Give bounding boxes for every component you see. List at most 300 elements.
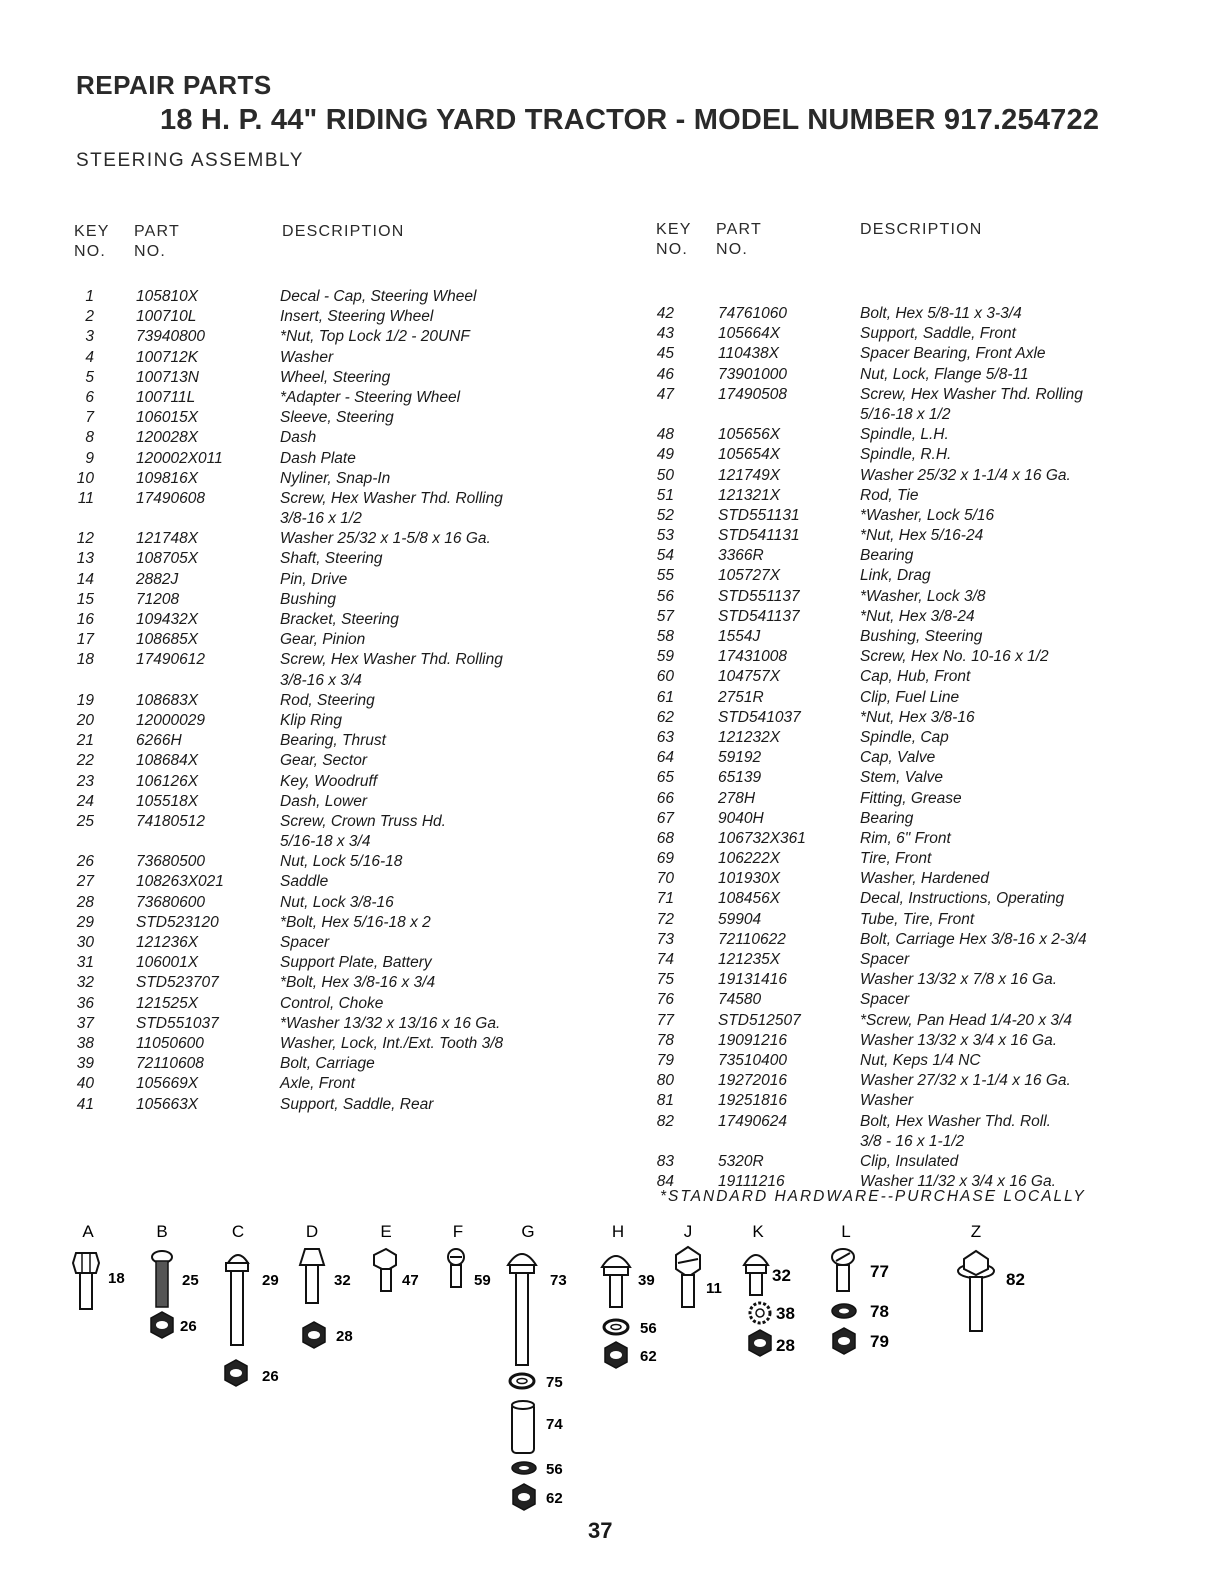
- part-number: 121748X: [136, 530, 199, 548]
- parts-table-row: [60, 328, 600, 348]
- part-number: 5320R: [718, 1152, 764, 1170]
- part-number: STD523120: [136, 913, 219, 931]
- screw-47-icon: [374, 1249, 419, 1291]
- parts-table-row: [640, 1113, 1160, 1133]
- bolt-32b-icon: [744, 1255, 791, 1295]
- part-number: 100710L: [136, 308, 197, 326]
- parts-table-row: [640, 467, 1160, 487]
- key-number: 25: [76, 812, 94, 830]
- part-description: Insert, Steering Wheel: [280, 308, 434, 326]
- part-description: Washer: [860, 1092, 914, 1110]
- part-description: Spindle, L.H.: [860, 426, 949, 444]
- group-label-z: Z: [970, 1222, 982, 1241]
- part-description: Screw, Hex Washer Thd. Rolling: [280, 651, 503, 669]
- part-number: 19111216: [718, 1173, 785, 1191]
- part-description: Klip Ring: [280, 711, 343, 729]
- group-label-g: G: [521, 1222, 535, 1241]
- part-description: Washer, Lock, Int./Ext. Tooth 3/8: [280, 1034, 504, 1052]
- part-number: 73940800: [136, 328, 205, 346]
- part-number: 17490624: [718, 1112, 787, 1130]
- parts-table-row: [60, 793, 600, 813]
- part-description: Nut, Lock 3/8-16: [280, 893, 394, 911]
- screw-11-icon: [676, 1247, 722, 1307]
- svg-text:32: 32: [334, 1272, 351, 1289]
- parts-table-row: [640, 729, 1160, 749]
- part-number: 105727X: [718, 567, 781, 585]
- key-number: 41: [76, 1095, 94, 1113]
- part-description: Rod, Steering: [280, 691, 375, 709]
- part-description: Spindle, R.H.: [860, 446, 952, 464]
- part-description: Screw, Hex Washer Thd. Rolling: [860, 385, 1083, 403]
- part-number: 105810X: [136, 288, 199, 305]
- parts-table-row: [640, 426, 1160, 446]
- key-number: 73: [656, 930, 674, 948]
- part-number: 11050600: [136, 1034, 204, 1052]
- key-number: 12: [76, 530, 94, 548]
- parts-table-row: [640, 527, 1160, 547]
- part-description: Nut, Lock, Flange 5/8-11: [860, 365, 1029, 383]
- parts-table-row: [60, 773, 600, 793]
- part-number: 108685X: [136, 631, 199, 649]
- parts-table-row: [60, 752, 600, 772]
- key-number: 53: [656, 527, 674, 545]
- page-heading: REPAIR PARTS: [76, 70, 272, 100]
- part-description: Dash: [280, 429, 317, 447]
- part-number: 72110608: [136, 1055, 204, 1073]
- parts-table-row: [60, 853, 600, 873]
- part-number: 121235X: [718, 951, 781, 968]
- svg-text:18: 18: [108, 1270, 125, 1287]
- part-number: 73680500: [136, 853, 205, 871]
- part-description: Saddle: [280, 873, 329, 891]
- bolt-29-icon: [226, 1255, 279, 1345]
- part-description: Washer: [280, 348, 334, 366]
- part-description: Tire, Front: [860, 850, 932, 868]
- part-description: Link, Drag: [860, 567, 931, 585]
- nut-62-icon: [513, 1484, 563, 1510]
- part-description: Screw, Crown Truss Hd.: [280, 812, 446, 830]
- part-number: STD512507: [718, 1011, 801, 1029]
- parts-table-row: [60, 1075, 600, 1095]
- key-number: 50: [656, 466, 674, 484]
- parts-table-row: [640, 487, 1160, 507]
- key-number: 10: [76, 469, 94, 487]
- part-number: 110438X: [718, 345, 779, 363]
- key-number: 14: [76, 570, 94, 588]
- part-description: Dash Plate: [280, 449, 356, 467]
- parts-table-row: [640, 810, 1160, 830]
- key-number: 56: [656, 587, 674, 605]
- parts-table-row: [60, 1096, 600, 1116]
- parts-table-row: [640, 749, 1160, 769]
- part-description: *Nut, Hex 3/8-24: [860, 607, 975, 625]
- svg-text:11: 11: [706, 1280, 722, 1297]
- part-number: 105664X: [718, 325, 781, 343]
- parts-table-row: [640, 790, 1160, 810]
- part-description: Bushing: [280, 590, 337, 608]
- key-number: 69: [656, 850, 674, 868]
- part-description: *Screw, Pan Head 1/4-20 x 3/4: [860, 1011, 1072, 1029]
- parts-table-row: [640, 567, 1160, 587]
- part-number: STD551137: [718, 587, 800, 605]
- right-key-header: KEY NO.: [656, 221, 692, 258]
- parts-table-row: [60, 470, 600, 490]
- key-number: 67: [656, 809, 674, 827]
- left-key-header: KEY NO.: [74, 223, 110, 260]
- part-number: 108456X: [718, 890, 781, 908]
- part-number: 2882J: [136, 570, 179, 588]
- carriage-bolt-39-icon: [602, 1256, 655, 1307]
- parts-table-row: [640, 830, 1160, 850]
- parts-table-row: [60, 914, 600, 934]
- svg-text:75: 75: [546, 1374, 563, 1391]
- key-number: 64: [656, 749, 674, 767]
- parts-table-row: [60, 995, 600, 1015]
- part-number: 72110622: [718, 930, 786, 948]
- part-number: 105654X: [718, 446, 781, 464]
- figure-group-letters: [82, 1222, 981, 1241]
- part-number: 17490612: [136, 651, 205, 669]
- part-description: Bracket, Steering: [280, 611, 399, 628]
- bolt-32-icon: [300, 1249, 351, 1303]
- parts-table-row: [60, 429, 600, 449]
- parts-table-row: [60, 490, 600, 510]
- part-number: 278H: [718, 789, 756, 807]
- part-number: 106732X361: [718, 829, 806, 847]
- key-number: 62: [656, 708, 674, 726]
- part-number: 74180512: [136, 812, 205, 830]
- parts-table-row: [640, 446, 1160, 466]
- parts-table-row: [640, 709, 1160, 729]
- key-number: 79: [656, 1051, 674, 1069]
- part-description: 5/16-18 x 1/2: [860, 405, 951, 423]
- part-description: 3/8-16 x 1/2: [280, 510, 362, 528]
- parts-table-row: [640, 628, 1160, 648]
- part-number: 100712K: [136, 348, 199, 366]
- part-number: 59192: [718, 749, 762, 767]
- key-number: 48: [656, 426, 674, 444]
- part-number: 105518X: [136, 792, 199, 810]
- parts-table-row: [640, 1092, 1160, 1112]
- part-number: 3366R: [718, 547, 764, 565]
- part-description: Spacer: [860, 951, 910, 968]
- key-number: 58: [656, 628, 674, 645]
- section-title: STEERING ASSEMBLY: [76, 150, 304, 171]
- parts-table-row: [60, 591, 600, 611]
- part-number: 74761060: [718, 305, 787, 322]
- part-description: Washer 25/32 x 1-1/4 x 16 Ga.: [860, 466, 1071, 484]
- key-number: 7: [85, 409, 94, 427]
- part-description: Nut, Lock 5/16-18: [280, 853, 403, 871]
- part-description: Key, Woodruff: [280, 772, 378, 790]
- hardware-illustration: [0, 1215, 1224, 1515]
- part-description: Screw, Hex Washer Thd. Rolling: [280, 489, 503, 507]
- nut-26-icon: [151, 1312, 197, 1338]
- svg-text:79: 79: [870, 1332, 889, 1351]
- key-number: 47: [656, 385, 674, 403]
- part-description: Bushing, Steering: [860, 628, 983, 645]
- part-description: Bolt, Hex 5/8-11 x 3-3/4: [860, 305, 1022, 322]
- key-number: 8: [85, 429, 94, 447]
- part-number: 109816X: [136, 469, 199, 487]
- part-number: 108684X: [136, 752, 199, 770]
- parts-table-row: [640, 769, 1160, 789]
- part-number: 121236X: [136, 934, 199, 951]
- parts-table-row: [640, 951, 1160, 971]
- key-number: 9: [85, 449, 94, 467]
- parts-table-row: [60, 974, 600, 994]
- part-description: Washer 27/32 x 1-1/4 x 16 Ga.: [860, 1072, 1071, 1090]
- svg-text:62: 62: [546, 1490, 563, 1507]
- part-description: Gear, Sector: [280, 752, 368, 770]
- part-number: 106126X: [136, 772, 199, 790]
- key-number: 54: [656, 547, 674, 565]
- part-number: 105669X: [136, 1075, 199, 1093]
- key-number: 68: [656, 829, 674, 847]
- part-description: *Nut, Hex 5/16-24: [860, 527, 984, 545]
- part-description: Decal - Cap, Steering Wheel: [280, 288, 477, 305]
- part-description: Tube, Tire, Front: [860, 910, 975, 928]
- part-number: STD541131: [718, 527, 800, 545]
- svg-text:73: 73: [550, 1272, 567, 1289]
- parts-table-row: [640, 547, 1160, 567]
- part-description: Bearing, Thrust: [280, 732, 386, 750]
- nut-28b-icon: [749, 1330, 795, 1356]
- key-number: 2: [85, 308, 94, 326]
- parts-table-row: [60, 954, 600, 974]
- part-description: Pin, Drive: [280, 570, 348, 588]
- key-number: 59: [656, 648, 674, 666]
- part-number: 19251816: [718, 1092, 787, 1110]
- group-label-d: D: [305, 1222, 319, 1241]
- parts-table-row: [60, 692, 600, 712]
- bolt-82-icon: [958, 1251, 1025, 1331]
- part-description: Bolt, Carriage: [280, 1055, 375, 1073]
- parts-table-row: [640, 366, 1160, 386]
- svg-text:47: 47: [402, 1272, 419, 1289]
- key-number: 65: [656, 769, 674, 787]
- part-number: 101930X: [718, 870, 781, 888]
- key-number: 70: [656, 870, 674, 888]
- group-label-k: K: [752, 1222, 764, 1241]
- svg-text:26: 26: [262, 1368, 279, 1385]
- parts-table-row: [60, 349, 600, 369]
- key-number: 60: [656, 668, 674, 686]
- key-number: 6: [85, 388, 94, 406]
- key-number: 30: [76, 934, 94, 951]
- key-number: 15: [76, 590, 94, 608]
- part-description: *Nut, Top Lock 1/2 - 20UNF: [280, 328, 470, 346]
- group-label-j: J: [683, 1222, 693, 1241]
- washer-56-icon: [512, 1461, 563, 1478]
- part-number: 73901000: [718, 365, 787, 383]
- parts-table-row: [60, 672, 600, 692]
- key-number: 21: [76, 732, 94, 750]
- part-number: 108263X021: [136, 873, 224, 891]
- parts-table-row: [640, 911, 1160, 931]
- part-description: Axle, Front: [280, 1075, 355, 1093]
- part-description: *Nut, Hex 3/8-16: [860, 708, 975, 726]
- washer-56b-icon: [604, 1320, 657, 1337]
- part-description: Cap, Hub, Front: [860, 668, 971, 686]
- parts-table-row: [60, 1035, 600, 1055]
- part-number: 105663X: [136, 1095, 199, 1113]
- part-number: 17490508: [718, 385, 787, 403]
- group-label-a: A: [82, 1222, 94, 1241]
- part-number: 12000029: [136, 711, 205, 729]
- parts-table-row: [640, 1052, 1160, 1072]
- left-part-header: PART NO.: [134, 223, 180, 260]
- key-number: 29: [76, 913, 94, 931]
- key-number: 38: [76, 1034, 94, 1052]
- parts-table-row: [60, 288, 600, 308]
- part-number: 108683X: [136, 691, 199, 709]
- key-number: 5: [85, 368, 94, 386]
- key-number: 27: [76, 873, 94, 891]
- parts-table-row: [640, 971, 1160, 991]
- part-number: 19272016: [718, 1072, 787, 1090]
- parts-table-row: [640, 850, 1160, 870]
- key-number: 52: [656, 506, 674, 524]
- standard-hardware-note: *STANDARD HARDWARE--PURCHASE LOCALLY: [660, 1188, 1086, 1205]
- part-number: STD541037: [718, 708, 801, 726]
- part-description: Bolt, Hex Washer Thd. Roll.: [860, 1112, 1051, 1130]
- parts-table-row: [60, 530, 600, 550]
- parts-table-row: [640, 305, 1160, 325]
- part-description: Control, Choke: [280, 994, 384, 1012]
- part-description: Cap, Valve: [860, 749, 936, 767]
- parts-table-row: [640, 1133, 1160, 1153]
- key-number: 66: [656, 789, 674, 807]
- part-description: *Washer, Lock 3/8: [860, 587, 986, 605]
- parts-table-row: [60, 833, 600, 853]
- key-number: 84: [656, 1173, 674, 1191]
- svg-text:29: 29: [262, 1272, 279, 1289]
- key-number: 63: [656, 728, 674, 746]
- group-label-e: E: [380, 1222, 392, 1241]
- key-number: 31: [76, 954, 94, 972]
- group-label-h: H: [611, 1222, 625, 1241]
- parts-table-row: [60, 813, 600, 833]
- part-description: 3/8-16 x 3/4: [280, 671, 362, 689]
- parts-table-row: [60, 732, 600, 752]
- part-number: 121321X: [718, 486, 781, 504]
- nut-26b-icon: [225, 1360, 279, 1386]
- part-description: Decal, Instructions, Operating: [860, 890, 1065, 908]
- svg-text:56: 56: [546, 1461, 563, 1478]
- svg-text:38: 38: [776, 1304, 795, 1323]
- key-number: 61: [656, 688, 674, 706]
- part-description: Washer 11/32 x 3/4 x 16 Ga.: [860, 1173, 1056, 1191]
- key-number: 20: [76, 711, 94, 729]
- part-description: *Bolt, Hex 5/16-18 x 2: [280, 913, 431, 931]
- key-number: 28: [76, 893, 94, 911]
- part-description: Washer 13/32 x 7/8 x 16 Ga.: [860, 971, 1058, 989]
- parts-table-row: [60, 308, 600, 328]
- part-number: 109432X: [136, 611, 199, 628]
- page-number: 37: [588, 1518, 613, 1543]
- key-number: 80: [656, 1072, 674, 1090]
- part-description: *Bolt, Hex 3/8-16 x 3/4: [280, 974, 436, 992]
- svg-text:56: 56: [640, 1320, 657, 1337]
- key-number: 16: [76, 611, 94, 628]
- part-number: 1554J: [718, 628, 761, 645]
- part-description: 3/8 - 16 x 1-1/2: [860, 1132, 965, 1150]
- right-part-header: PART NO.: [716, 221, 762, 258]
- part-description: Sleeve, Steering: [280, 409, 394, 427]
- part-number: 73680600: [136, 893, 205, 911]
- group-label-l: L: [841, 1222, 851, 1241]
- part-description: Washer 25/32 x 1-5/8 x 16 Ga.: [280, 530, 491, 548]
- part-number: 74580: [718, 991, 762, 1009]
- parts-table-row: [60, 409, 600, 429]
- key-number: 18: [76, 651, 94, 669]
- parts-table-row: [640, 890, 1160, 910]
- part-number: 106222X: [718, 850, 781, 868]
- parts-table-row: [60, 631, 600, 651]
- part-number: 2751R: [718, 688, 764, 706]
- svg-text:39: 39: [638, 1272, 655, 1289]
- svg-text:32: 32: [772, 1266, 791, 1285]
- part-description: Screw, Hex No. 10-16 x 1/2: [860, 648, 1049, 666]
- model-title: 18 H. P. 44" RIDING YARD TRACTOR - MODEL NUMBER 917.254722: [160, 104, 1100, 136]
- part-number: 106001X: [136, 954, 199, 972]
- svg-text:59: 59: [474, 1272, 491, 1289]
- svg-text:74: 74: [546, 1416, 563, 1433]
- right-desc-header: DESCRIPTION: [860, 221, 983, 238]
- part-number: 65139: [718, 769, 762, 787]
- svg-text:28: 28: [776, 1336, 795, 1355]
- part-description: Spindle, Cap: [860, 728, 949, 746]
- parts-table-row: [640, 689, 1160, 709]
- part-description: *Adapter - Steering Wheel: [280, 388, 461, 406]
- part-description: Spacer: [280, 934, 330, 951]
- key-number: 81: [656, 1092, 674, 1110]
- svg-text:26: 26: [180, 1318, 197, 1335]
- key-number: 37: [76, 1014, 94, 1032]
- parts-table-row: [60, 934, 600, 954]
- nut-79-icon: [833, 1328, 889, 1354]
- parts-table-row: [60, 712, 600, 732]
- part-description: Support Plate, Battery: [280, 954, 432, 972]
- nut-62b-icon: [605, 1342, 657, 1368]
- part-number: 105656X: [718, 426, 781, 444]
- svg-text:78: 78: [870, 1302, 889, 1321]
- parts-table-row: [60, 651, 600, 671]
- part-number: STD551131: [718, 506, 800, 524]
- parts-table-row: [640, 406, 1160, 426]
- parts-table-row: [60, 873, 600, 893]
- group-label-c: C: [231, 1222, 245, 1241]
- part-description: Support, Saddle, Front: [860, 325, 1016, 343]
- key-number: 72: [656, 910, 674, 928]
- parts-table-row: [640, 1012, 1160, 1032]
- part-number: 17431008: [718, 648, 787, 666]
- key-number: 22: [76, 752, 94, 770]
- parts-table-row: [640, 1072, 1160, 1092]
- key-number: 49: [656, 446, 674, 464]
- washer-75-icon: [510, 1374, 563, 1391]
- part-number: STD523707: [136, 974, 219, 992]
- key-number: 71: [656, 890, 674, 908]
- svg-text:82: 82: [1006, 1270, 1025, 1289]
- part-number: 73510400: [718, 1051, 787, 1069]
- parts-table-row: [60, 389, 600, 409]
- parts-table-row: [60, 1055, 600, 1075]
- parts-table-row: [640, 991, 1160, 1011]
- parts-table-row: [60, 550, 600, 570]
- svg-text:77: 77: [870, 1262, 889, 1281]
